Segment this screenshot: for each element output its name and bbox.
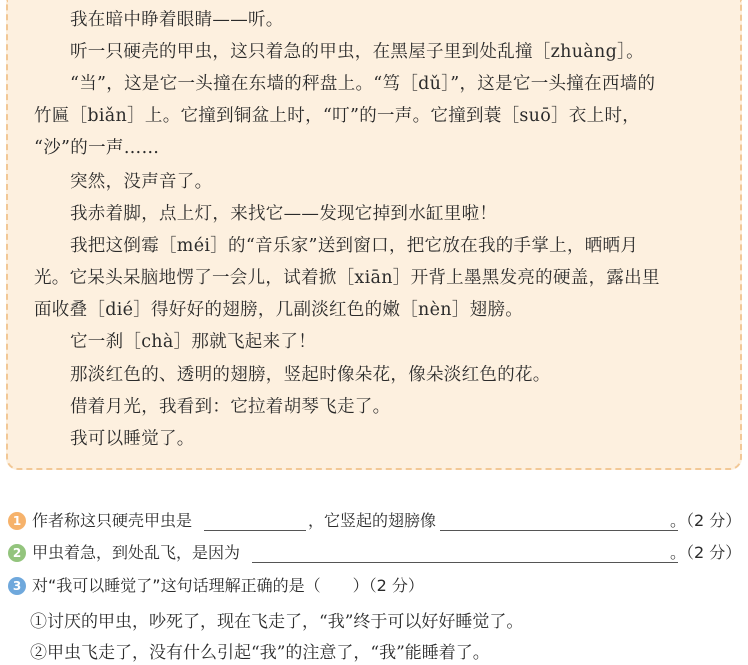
passage-line: 我赤着脚，点上灯，来找它——发现它掉到水缸里啦！ xyxy=(70,204,498,224)
passage-line: 竹匾［biǎn］上。它撞到铜盆上时，“叮”的一声。它撞到蓑［suō］衣上时， xyxy=(34,106,641,126)
score-label: 。（2 分） xyxy=(670,543,742,562)
question-3 xyxy=(8,575,744,599)
question-text: ，它竖起的翅膀像 xyxy=(308,511,437,530)
option-1[interactable]: ①讨厌的甲虫，吵死了，现在飞走了，“我”终于可以好好睡觉了。 xyxy=(30,612,524,632)
option-2[interactable]: ②甲虫飞走了，没有什么引起“我”的注意了，“我”能睡着了。 xyxy=(30,643,490,663)
answer-blank[interactable] xyxy=(204,530,306,531)
passage-line: 那淡红色的、透明的翅膀，竖起时像朵花，像朵淡红色的花。 xyxy=(70,365,551,385)
passage-line: 我把这倒霉［méi］的“音乐家”送到窗口，把它放在我的手掌上，晒晒月 xyxy=(70,236,639,256)
question-text: 甲虫着急，到处乱飞，是因为 xyxy=(32,543,241,562)
question-text: 对“我可以睡觉了”这句话理解正确的是（ ）（2 分） xyxy=(32,576,424,595)
passage-line: “沙”的一声…… xyxy=(34,138,160,158)
passage-line: “当”，这是它一头撞在东墙的秤盘上。“笃［dǔ］”，这是它一头撞在西墙的 xyxy=(70,74,656,94)
answer-blank[interactable] xyxy=(252,562,678,563)
question-1 xyxy=(8,510,744,534)
passage-line: 面收叠［dié］得好好的翅膀，几副淡红色的嫩［nèn］翅膀。 xyxy=(34,300,524,320)
score-label: 。（2 分） xyxy=(670,511,742,530)
question-number-badge: 1 xyxy=(8,512,26,530)
passage-line: 听一只硬壳的甲虫，这只着急的甲虫，在黑屋子里到处乱撞［zhuàng］。 xyxy=(70,42,644,62)
passage-line: 借着月光，我看到：它拉着胡琴飞走了。 xyxy=(70,397,391,417)
question-text: 作者称这只硬壳甲虫是 xyxy=(32,511,193,530)
answer-blank[interactable] xyxy=(440,530,678,531)
question-number-badge: 2 xyxy=(8,544,26,562)
question-number-badge: 3 xyxy=(8,577,26,595)
passage-line: 它一刹［chà］那就飞起来了！ xyxy=(70,332,317,352)
passage-line: 光。它呆头呆脑地愣了一会儿，试着掀［xiān］开背上墨黑发亮的硬盖，露出里 xyxy=(34,268,660,288)
passage-line: 我在暗中睁着眼睛——听。 xyxy=(70,10,284,30)
question-2 xyxy=(8,542,744,566)
passage-line: 突然，没声音了。 xyxy=(70,172,213,192)
passage-line: 我可以睡觉了。 xyxy=(70,429,195,449)
passage-box xyxy=(6,0,742,470)
